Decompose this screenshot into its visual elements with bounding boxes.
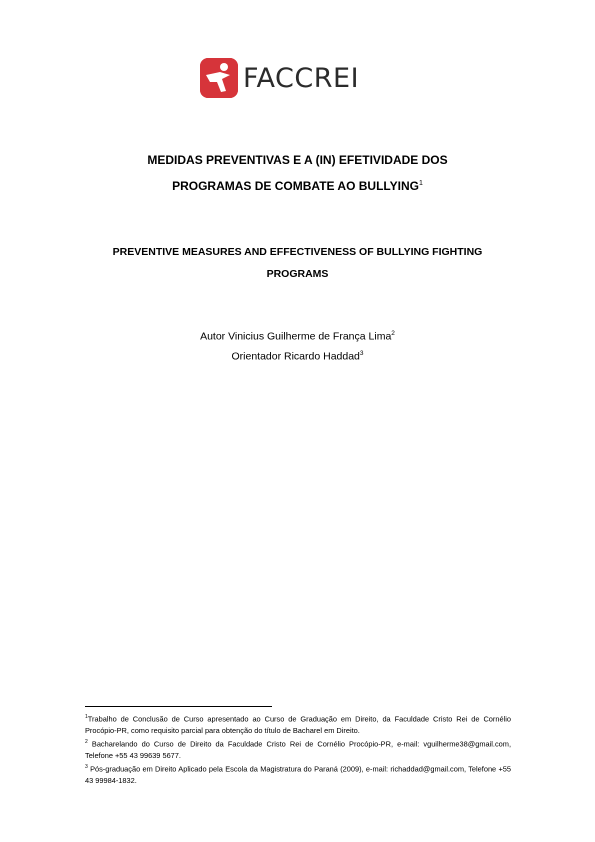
advisor-name: Orientador Ricardo Haddad [231,350,360,363]
title-english [60,241,535,285]
faccrei-logo-icon [200,58,238,98]
footnote-ref-1[interactable]: 1 [419,180,423,187]
author-name: Autor Vinicius Guilherme de França Lima [200,330,392,343]
footnote-3 [85,762,511,787]
footnote-ref-3[interactable]: 3 [359,350,364,357]
footnote-2-marker: 2 [85,739,88,746]
footnote-1 [85,712,511,737]
faccrei-logo [200,56,359,100]
logo-wordmark: FACCREI [243,62,360,94]
footnote-2 [85,737,511,762]
footnotes [85,712,511,787]
footnote-separator [85,706,272,707]
footnote-ref-2[interactable]: 2 [391,330,395,337]
title-en-line-1: PREVENTIVE MEASURES AND EFFECTIVENESS OF BULLYING FIGHTING [112,246,483,258]
title-pt-line-2 [60,172,535,198]
footnote-3-marker: 3 [85,764,88,771]
footnote-2-text: Bacharelando do Curso de Direito da Faculdade Cristo Rei de Cornélio Procópio-PR, e-mail: vguilherme38@gmail.com, Telefone +55 43 99639 5677. [85,739,511,761]
title-portuguese [60,149,535,198]
title-pt-line-1: MEDIDAS PREVENTIVAS E A (IN) EFETIVIDADE DOS [147,153,448,167]
title-en-line-2: PROGRAMS [266,268,329,280]
title-pt-line-2-text: PROGRAMAS DE COMBATE AO BULLYING [172,179,419,193]
footnote-1-marker: 1 [85,714,88,720]
footnote-1-text: Trabalho de Conclusão de Curso apresentado ao Curso de Graduação em Direito, da Faculdade Cristo Rei de Cornélio Procópio-PR, como requisito parcial para obtenção do título de Bacharel em Direito. [85,714,511,736]
footnote-3-text: Pós-graduação em Direito Aplicado pela Escola da Magistratura do Paraná (2009), e-mail: richaddad@gmail.com, Telefone +55 43 99984-1832. [85,764,511,786]
advisor-line [60,344,535,367]
